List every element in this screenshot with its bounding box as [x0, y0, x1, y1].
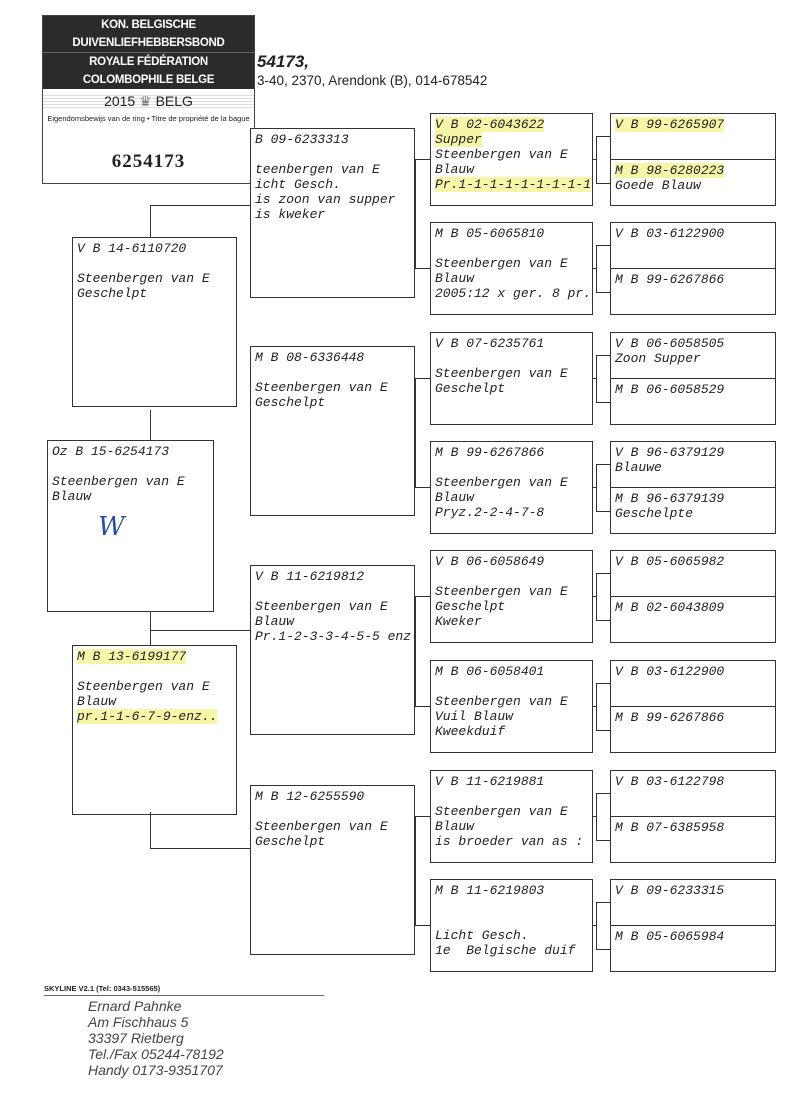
pedigree-line [255, 584, 410, 599]
pedigree-line: pr.1-1-6-7-9-enz.. [77, 709, 218, 724]
gen3-box [250, 128, 415, 298]
pedigree-line [435, 351, 588, 366]
connector-line [596, 402, 610, 403]
ring-number: M B 08-6336448 [255, 350, 365, 365]
gen5-pair-box [610, 222, 776, 315]
dam-box [72, 645, 237, 815]
pedigree-line: Geschelpt [435, 599, 506, 614]
ring-number: M B 12-6255590 [255, 789, 365, 804]
ring-number: M B 05-6065810 [435, 226, 545, 241]
ring-country: BELG [155, 93, 193, 109]
ring-number: V B 02-6043622 [435, 117, 545, 132]
connector-line [415, 268, 430, 269]
connector-line [415, 596, 416, 706]
ring-number: M B 06-6058529 [615, 381, 725, 397]
ring-number: V B 03-6122900 [615, 226, 725, 241]
stamp-line: Ernard Pahnke [88, 998, 182, 1014]
pedigree-line: Licht Gesch. [435, 928, 529, 943]
pedigree-line: Steenbergen van E [255, 380, 388, 395]
connector-line [596, 245, 610, 246]
ring-card-subtitle: Eigendomsbewijs van de ring • Titre de propriété de la bague [47, 114, 250, 123]
connector-line [596, 464, 610, 465]
pedigree-line: Blauw [435, 162, 475, 177]
pedigree-line: Steenbergen van E [52, 474, 185, 489]
owner-address: 3-40, 2370, Arendonk (B), 014-678542 [257, 73, 488, 88]
gen5-pair-box [610, 660, 776, 753]
stamp-line: Handy 0173-9351707 [88, 1062, 223, 1078]
pedigree-line: Steenbergen van E [435, 147, 568, 162]
gen5-box [611, 551, 775, 597]
ring-number: M B 07-6385958 [615, 819, 725, 835]
connector-line [150, 410, 151, 440]
connector-line [596, 136, 610, 137]
connector-line [415, 816, 416, 925]
pedigree-line: is kweker [255, 207, 326, 222]
connector-line [596, 683, 610, 684]
connector-line [596, 511, 610, 512]
connector-line [593, 268, 597, 269]
pedigree-line: Pr.1-2-3-3-4-5-5 enz [255, 629, 412, 644]
ring-number: V B 07-6235761 [435, 336, 545, 351]
connector-line [596, 902, 610, 903]
gen5-pair-box [610, 550, 776, 643]
gen5-box [611, 488, 775, 534]
pedigree-line [435, 460, 588, 475]
ring-number: M B 99-6267866 [435, 445, 545, 460]
gen5-pair-box [610, 332, 776, 425]
connector-line [593, 925, 597, 926]
gen5-box [611, 333, 775, 379]
ring-year-country [43, 93, 254, 110]
pedigree-line [435, 241, 588, 256]
pedigree-line: Blauw [52, 489, 92, 504]
ring-number: M B 06-6058401 [435, 664, 545, 679]
connector-line [596, 949, 610, 950]
pedigree-line: teenbergen van E [255, 162, 380, 177]
ring-number: V B 14-6110720 [77, 241, 187, 256]
breeder-stamp [88, 998, 224, 1078]
connector-line [596, 292, 610, 293]
pedigree-line: Blauw [255, 614, 295, 629]
gen5-box [611, 442, 775, 488]
ring-number: M B 99-6267866 [615, 271, 725, 287]
pedigree-line: Steenbergen van E [77, 271, 210, 286]
pedigree-line [52, 459, 209, 474]
pedigree-line [77, 256, 232, 271]
owner-title: 54173, [257, 52, 309, 71]
connector-line [415, 487, 430, 488]
ring-number: M B 98-6280223 [615, 162, 725, 178]
connector-line [150, 848, 250, 849]
connector-line [593, 487, 597, 488]
pedigree-line: Steenbergen van E [435, 694, 568, 709]
connector-line [593, 816, 597, 817]
pedigree-line [435, 913, 588, 928]
ring-number: M B 02-6043809 [615, 599, 725, 615]
ring-number: M B 96-6379139 [615, 490, 725, 506]
crown-icon: ♛ [139, 93, 152, 109]
gen4-box [430, 660, 593, 753]
gen3-box [250, 565, 415, 735]
connector-line [596, 620, 610, 621]
pedigree-line: Steenbergen van E [435, 256, 568, 271]
connector-line [415, 596, 430, 597]
ring-number: V B 11-6219812 [255, 569, 365, 584]
pedigree-line: is zoon van supper [255, 192, 396, 207]
ring-number: B 09-6233313 [255, 132, 349, 147]
gen5-box [611, 269, 775, 315]
connector-line [596, 730, 610, 731]
gen5-box [611, 114, 775, 160]
federation-name-nl: KON. BELGISCHE DUIVENLIEFHEBBERSBOND [43, 16, 254, 52]
gen4-box [430, 222, 593, 315]
pedigree-line: Goede Blauw [615, 177, 701, 193]
handwritten-mark: W [98, 512, 125, 542]
gen5-box [611, 880, 775, 926]
gen4-box [430, 332, 593, 425]
pedigree-line: Blauw [77, 694, 117, 709]
pedigree-line: Steenbergen van E [435, 366, 568, 381]
connector-line [150, 812, 151, 848]
ring-number: M B 13-6199177 [77, 649, 187, 664]
footer-divider [44, 995, 324, 996]
pedigree-line [255, 365, 410, 380]
connector-line [150, 205, 151, 238]
connector-line [593, 596, 597, 597]
subject-pigeon-box [47, 440, 214, 612]
pedigree-line: Steenbergen van E [77, 679, 210, 694]
ring-number: 6254173 [111, 151, 186, 172]
connector-line [593, 378, 597, 379]
pedigree-line: Kweker [435, 614, 482, 629]
gen4-box [430, 770, 593, 863]
gen4-box [430, 550, 593, 643]
gen5-pair-box [610, 441, 776, 534]
stamp-line: 33397 Rietberg [88, 1030, 184, 1046]
connector-line [596, 573, 610, 574]
gen5-box [611, 661, 775, 707]
pedigree-line: Geschelpt [77, 286, 148, 301]
connector-line [596, 793, 610, 794]
connector-line [150, 630, 250, 631]
gen5-box [611, 379, 775, 425]
pedigree-line: Steenbergen van E [435, 804, 568, 819]
ring-number: V B 11-6219881 [435, 774, 545, 789]
pedigree-line: Steenbergen van E [435, 584, 568, 599]
pedigree-line: Geschelpt [255, 834, 326, 849]
pedigree-line: Vuil Blauw [435, 709, 514, 724]
pedigree-line: Blauw [435, 271, 475, 286]
software-footer: SKYLINE V2.1 (Tel: 0343-515565) [44, 984, 161, 993]
pedigree-line: is broeder van as : [435, 834, 584, 849]
ring-ownership-card [42, 15, 255, 184]
gen5-box [611, 926, 775, 972]
connector-line [415, 159, 430, 160]
pedigree-line [435, 789, 588, 804]
gen5-box [611, 597, 775, 643]
ring-number: V B 99-6265907 [615, 117, 725, 132]
connector-line [415, 378, 416, 487]
pedigree-line: Zoon Supper [615, 351, 701, 366]
pedigree-line: Steenbergen van E [435, 475, 568, 490]
gen5-box [611, 160, 775, 206]
pedigree-line [255, 147, 410, 162]
pedigree-line: Blauw [435, 490, 475, 505]
pedigree-line: Steenbergen van E [255, 819, 388, 834]
connector-line [150, 205, 250, 206]
gen3-box [250, 785, 415, 955]
connector-line [593, 159, 597, 160]
ring-number: V B 06-6058505 [615, 336, 725, 351]
ring-number: V B 06-6058649 [435, 554, 545, 569]
ring-number: Oz B 15-6254173 [52, 444, 170, 459]
connector-line [593, 706, 597, 707]
connector-line [596, 840, 610, 841]
pedigree-line [77, 664, 232, 679]
pedigree-line: Supper [435, 132, 482, 147]
pedigree-line: Geschelpt [255, 395, 326, 410]
pedigree-line [435, 569, 588, 584]
connector-line [415, 706, 430, 707]
pedigree-line: Kweekduif [435, 724, 506, 739]
gen5-box [611, 771, 775, 817]
gen4-box [430, 879, 593, 972]
gen5-pair-box [610, 770, 776, 863]
pedigree-line: Blauwe [615, 460, 662, 475]
stamp-line: Am Fischhaus 5 [88, 1014, 189, 1030]
ring-number: V B 03-6122798 [615, 774, 725, 789]
ring-number: M B 11-6219803 [435, 883, 545, 898]
sire-box [72, 237, 237, 407]
pedigree-line: Geschelpt [435, 381, 506, 396]
gen4-box [430, 441, 593, 534]
gen5-pair-box [610, 879, 776, 972]
pedigree-line: Pryz.2-2-4-7-8 [435, 505, 545, 520]
pedigree-line: Blauw [435, 819, 475, 834]
gen5-box [611, 223, 775, 269]
ring-number: M B 99-6267866 [615, 709, 725, 725]
ring-number: V B 03-6122900 [615, 664, 725, 679]
pedigree-line: Steenbergen van E [255, 599, 388, 614]
federation-name-fr: ROYALE FÉDÉRATION COLOMBOPHILE BELGE [43, 52, 254, 89]
gen5-pair-box [610, 113, 776, 206]
pedigree-line: Geschelpte [615, 505, 694, 521]
gen4-box [430, 113, 593, 206]
connector-line [596, 355, 610, 356]
gen5-box [611, 817, 775, 863]
gen3-box [250, 346, 415, 516]
connector-line [415, 159, 416, 268]
connector-line [596, 183, 610, 184]
pedigree-line [435, 898, 588, 913]
ring-number: V B 09-6233315 [615, 883, 725, 898]
stamp-line: Tel./Fax 05244-78192 [88, 1046, 224, 1062]
ring-number: M B 05-6065984 [615, 928, 725, 944]
connector-line [415, 925, 430, 926]
connector-line [415, 378, 430, 379]
connector-line [150, 612, 151, 645]
connector-line [415, 816, 430, 817]
pedigree-line [255, 804, 410, 819]
pedigree-line: icht Gesch. [255, 177, 341, 192]
ring-number: V B 05-6065982 [615, 554, 725, 569]
ring-year: 2015 [104, 93, 136, 109]
pedigree-line [435, 679, 588, 694]
pedigree-line: 2005:12 x ger. 8 pr. [435, 286, 592, 301]
pedigree-line: 1e Belgische duif [435, 943, 576, 958]
gen5-box [611, 707, 775, 753]
ring-number: V B 96-6379129 [615, 445, 725, 460]
pedigree-line: Pr.1-1-1-1-1-1-1-1-1 [435, 177, 592, 192]
